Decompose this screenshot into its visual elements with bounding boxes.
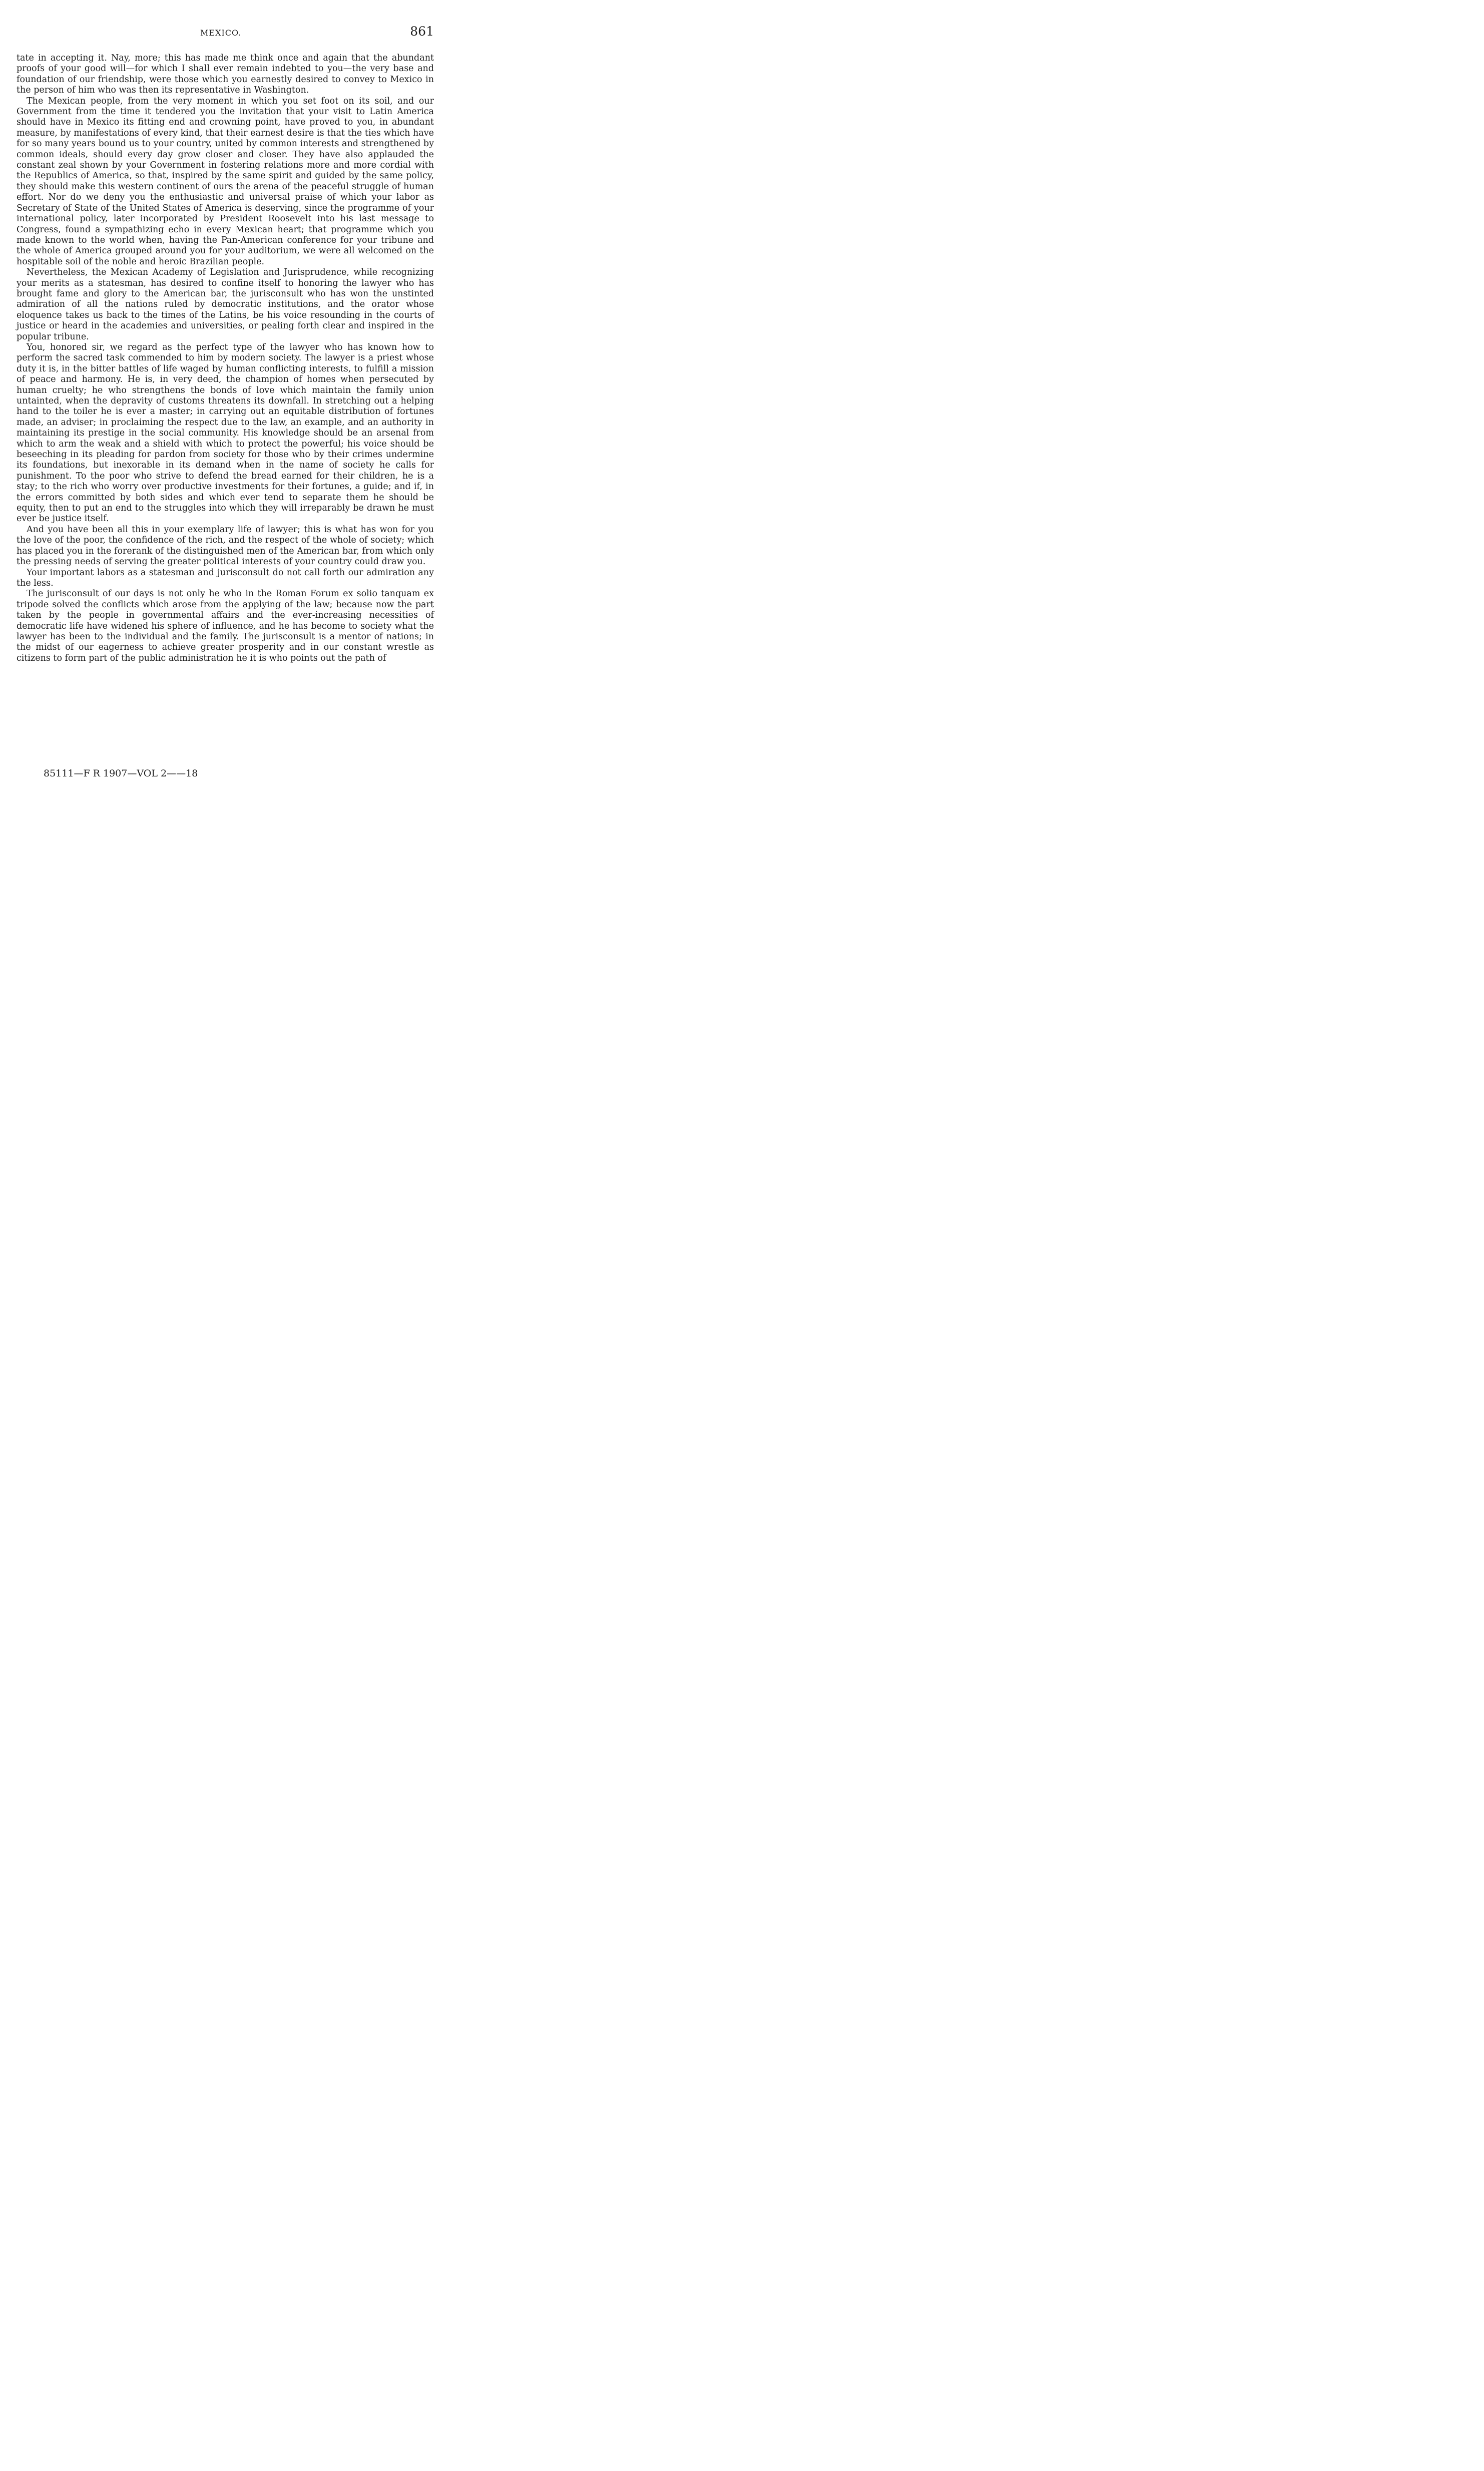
running-title: MEXICO. — [200, 28, 242, 38]
paragraph-statesman: Your important labors as a statesman and jurisconsult do not call forth our admiration any the less. — [17, 567, 434, 588]
page-number: 861 — [410, 24, 434, 39]
paragraph-lawyer-type: You, honored sir, we regard as the perfect type of the lawyer who has known how to perform the sacred task commended to him by modern society. The lawyer is a priest whose duty it is, in the bitter battles of life waged by human conflicting interests, to fulfill a mission of peace and harmony. He is, in very deed, the champion of homes when persecuted by human cruelty; he who strengthens the bonds of love which maintain the family union untainted, when the depravity of customs threatens its downfall. In stretching out a helping hand to the toiler he is ever a master; in carrying out an equitable distribution of fortunes made, an adviser; in proclaiming the respect due to the law, an example, and an authority in maintaining its prestige in the social community. His knowledge should be an arsenal from which to arm the weak and a shield with which to protect the powerful; his voice should be beseeching in its pleading for pardon from society for those who by their crimes undermine its foundations, but inexorable in its demand when in the name of society he calls for punishment. To the poor who strive to defend the bread earned for their children, he is a stay; to the rich who worry over productive investments for their fortunes, a guide; and if, in the errors committed by both sides and which ever tend to separate them he should be equity, then to put an end to the struggles into which they will irreparably be drawn he must ever be justice itself. — [17, 342, 434, 524]
printer-signature: 85111—F R 1907—VOL 2——18 — [44, 768, 198, 779]
document-page — [17, 0, 434, 787]
paragraph-continuation: tate in accepting it. Nay, more; this has made me think once and again that the abundant proofs of your good will—for which I shall ever remain indebted to you—the very base and foundation of our friendship, were those which you earnestly desired to convey to Mexico in the person of him who was then its representative in Washington. — [17, 53, 434, 96]
paragraph-academy: Nevertheless, the Mexican Academy of Legislation and Jurisprudence, while recognizing your merits as a statesman, has desired to confine itself to honoring the lawyer who has brought fame and glory to the American bar, the jurisconsult who has won the unstinted admiration of all the nations ruled by democratic institutions, and the orator whose eloquence takes us back to the times of the Latins, be his voice resounding in the courts of justice or heard in the academies and universities, or pealing forth clear and inspired in the popular tribune. — [17, 267, 434, 342]
running-head — [17, 24, 434, 42]
paragraph-jurisconsult: The jurisconsult of our days is not only he who in the Roman Forum ex solio tanquam ex tripode solved the conflicts which arose from the applying of the law; because now the part taken by the people in governmental affairs and the ever-increasing necessities of democratic life have widened his sphere of influence, and he has become to society what the lawyer has been to the individual and the family. The jurisconsult is a mentor of nations; in the midst of our eagerness to achieve greater prosperity and in our constant wrestle as citizens to form part of the public administration he it is who points out the path of — [17, 589, 434, 663]
paragraph-mexican-people: The Mexican people, from the very moment in which you set foot on its soil, and our Government from the time it tendered you the invitation that your visit to Latin America should have in Mexico its fitting end and crowning point, have proved to you, in abundant measure, by manifestations of every kind, that their earnest desire is that the ties which have for so many years bound us to your country, united by common interests and strengthened by common ideals, should every day grow closer and closer. They have also applauded the constant zeal shown by your Government in fostering relations more and more cordial with the Republics of America, so that, inspired by the same spirit and guided by the same policy, they should make this western continent of ours the arena of the peaceful struggle of human effort. Nor do we deny you the enthusiastic and universal praise of which your labor as Secretary of State of the United States of America is deserving, since the programme of your international policy, later incorporated by President Roosevelt into his last message to Congress, found a sympathizing echo in every Mexican heart; that programme which you made known to the world when, having the Pan-American conference for your tribune and the whole of America grouped around you for your auditorium, we were all welcomed on the hospitable soil of the noble and heroic Brazilian people. — [17, 96, 434, 267]
paragraph-exemplary-life: And you have been all this in your exemplary life of lawyer; this is what has won for you the love of the poor, the confidence of the rich, and the respect of the whole of society; which has placed you in the forerank of the distinguished men of the American bar, from which only the pressing needs of serving the greater political interests of your country could draw you. — [17, 524, 434, 567]
body-text — [17, 53, 434, 664]
